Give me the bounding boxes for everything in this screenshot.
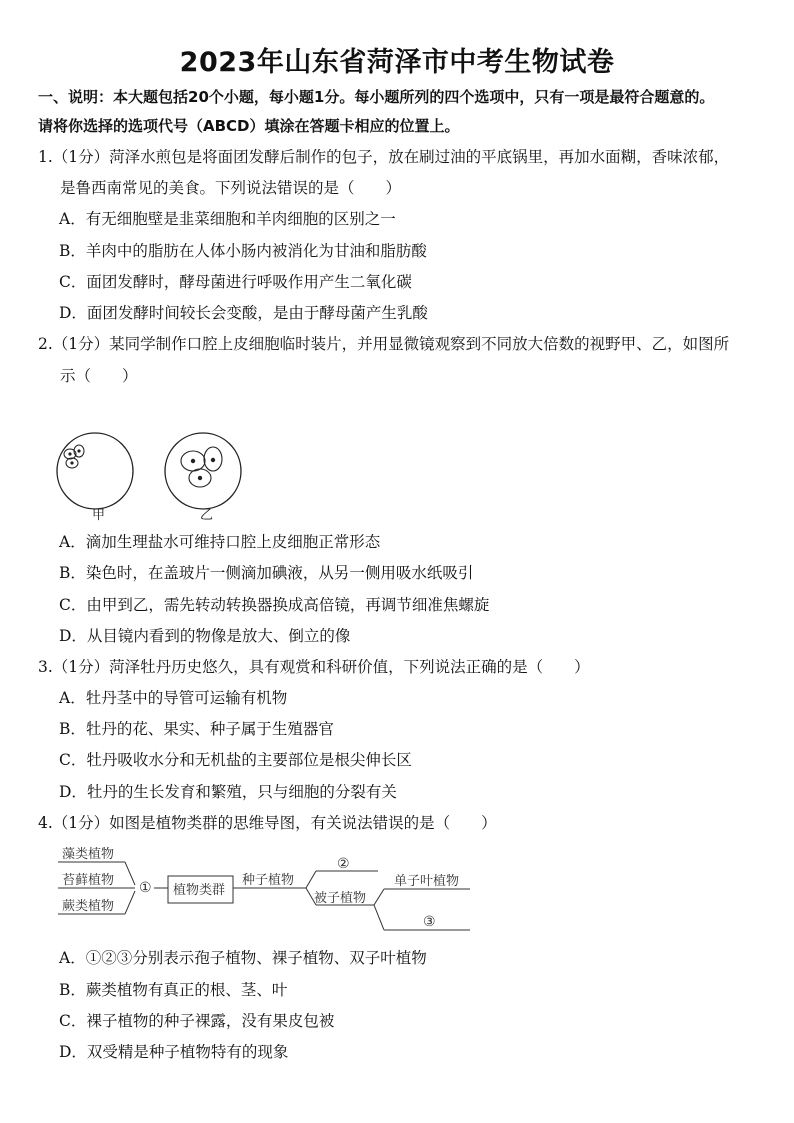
q1-option-c: C．面团发酵时，酵母菌进行呼吸作用产生二氧化碳 bbox=[59, 273, 412, 291]
diagram-fern: 蕨类植物 bbox=[62, 899, 115, 914]
q3-option-a: A．牡丹茎中的导管可运输有机物 bbox=[59, 689, 288, 707]
q1-stem-line2: 是鲁西南常见的美食。下列说法错误的是（ ） bbox=[60, 179, 402, 197]
microscope-figure bbox=[50, 425, 250, 525]
q1-option-b: B．羊肉中的脂肪在人体小肠内被消化为甘油和脂肪酸 bbox=[59, 242, 427, 260]
q4-option-b: B．蕨类植物有真正的根、茎、叶 bbox=[59, 981, 288, 999]
cells-small bbox=[64, 445, 84, 468]
diagram-algae: 藻类植物 bbox=[62, 847, 115, 862]
q1-stem-line1: 1.（1分）菏泽水煎包是将面团发酵后制作的包子，放在刷过油的平底锅里，再加水面糊，香味浓郁， bbox=[38, 148, 730, 166]
q2-stem-line1: 2.（1分）某同学制作口腔上皮细胞临时装片，并用显微镜观察到不同放大倍数的视野甲、乙，如图所 bbox=[38, 335, 730, 353]
field-of-view-yi bbox=[165, 433, 241, 509]
q3-stem-line1: 3.（1分）菏泽牡丹历史悠久，具有观赏和科研价值，下列说法正确的是（ ） bbox=[38, 658, 590, 676]
q3-option-d: D．牡丹的生长发育和繁殖，只与细胞的分裂有关 bbox=[59, 783, 397, 801]
diagram-marker-3: ③ bbox=[423, 914, 436, 930]
q4-option-c: C．裸子植物的种子裸露，没有果皮包被 bbox=[59, 1012, 335, 1030]
q4-stem-line1: 4.（1分）如图是植物类群的思维导图，有关说法错误的是（ ） bbox=[38, 814, 497, 832]
diagram-seed-plants: 种子植物 bbox=[242, 873, 295, 888]
q4-option-a: A．①②③分别表示孢子植物、裸子植物、双子叶植物 bbox=[59, 949, 427, 967]
label-yi: 乙 bbox=[200, 508, 214, 523]
q1-option-d: D．面团发酵时间较长会变酸，是由于酵母菌产生乳酸 bbox=[59, 304, 428, 322]
section-instruction-line2: 请将你选择的选项代号（ABCD）填涂在答题卡相应的位置上。 bbox=[38, 117, 460, 135]
field-of-view-jia bbox=[57, 433, 133, 509]
q3-option-c: C．牡丹吸收水分和无机盐的主要部位是根尖伸长区 bbox=[59, 751, 412, 769]
diagram-angiosperms: 被子植物 bbox=[314, 891, 367, 906]
section-instruction-line1: 一、说明：本大题包括20个小题，每小题1分。每小题所列的四个选项中，只有一项是最符合题意的。 bbox=[38, 88, 715, 106]
diagram-moss: 苔藓植物 bbox=[62, 873, 115, 888]
diagram-plant-groups: 植物类群 bbox=[173, 883, 226, 898]
page-title: 2023年山东省菏泽市中考生物试卷 bbox=[179, 47, 615, 78]
q2-option-b: B．染色时，在盖玻片一侧滴加碘液，从另一侧用吸水纸吸引 bbox=[59, 564, 474, 582]
cells-large bbox=[181, 447, 222, 487]
diagram-marker-1: ① bbox=[139, 880, 152, 896]
q2-stem-line2: 示（ ） bbox=[60, 367, 138, 385]
q2-option-c: C．由甲到乙，需先转动转换器换成高倍镜，再调节细准焦螺旋 bbox=[59, 596, 490, 614]
diagram-marker-2: ② bbox=[337, 856, 350, 872]
q2-option-d: D．从目镜内看到的物像是放大、倒立的像 bbox=[59, 627, 351, 645]
plant-mind-map bbox=[50, 842, 480, 937]
diagram-monocots: 单子叶植物 bbox=[394, 874, 460, 889]
q3-option-b: B．牡丹的花、果实、种子属于生殖器官 bbox=[59, 720, 334, 738]
q2-option-a: A．滴加生理盐水可维持口腔上皮细胞正常形态 bbox=[59, 533, 381, 551]
label-jia: 甲 bbox=[92, 508, 106, 523]
q1-option-a: A．有无细胞壁是韭菜细胞和羊肉细胞的区别之一 bbox=[59, 210, 396, 228]
q4-option-d: D．双受精是种子植物特有的现象 bbox=[59, 1043, 289, 1061]
